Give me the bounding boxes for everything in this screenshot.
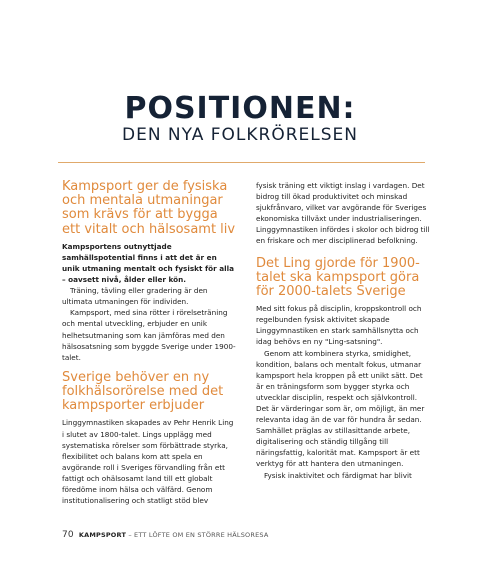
body-paragraph: Fysisk inaktivitet och färdigmat har blivit [264, 470, 412, 480]
page-title: POSITIONEN: [124, 91, 356, 126]
page-number: 70 [62, 530, 74, 540]
left-column [62, 180, 236, 506]
page-subtitle: DEN NYA FOLKRÖRELSEN [121, 125, 358, 145]
body-paragraph: Genom att kombinera styrka, smidighet, kondition, balans och mentalt fokus, utmanar kampsport hela kroppen på ett unikt sätt. Det är en träningsform som bygger styrka och utvecklar disciplin, respekt och självkontroll. Det är värderingar som är, om möjligt, än mer relevanta idag än de var för hundra år sedan. Samhället präglas av stillasittande arbete, digitalisering och ständig tillgång till näringsfattig, kalorität mat. Kampsport är ett verktyg för att hantera den utmaningen. [256, 348, 425, 469]
lead-paragraph: Kampsportens outnyttjade samhällspotential finns i att det är en unik utmaning mentalt och fysiskt för alla – oavsett nivå, ålder eller kön. [62, 241, 234, 285]
body-paragraph: Med sitt fokus på disciplin, kroppskontroll och regelbunden fysisk aktivitet skapade Linggymnastiken en stark samhällsnytta och idag behövs en ny "Ling-satsning". [256, 304, 422, 347]
right-column [256, 180, 430, 481]
footer-brand: KAMPSPORT [78, 531, 127, 539]
body-paragraph: Kampsport, med sina rötter i rörelseträning och mental utveckling, erbjuder en unik helhetsutmaning som kan jämföras med den hälsosatsning som byggde Sverige under 1900-talet. [62, 308, 236, 362]
title-divider [58, 162, 425, 163]
section-heading-ling: Det Ling gjorde för 1900-talet ska kampsport göra för 2000-talets Sverige [256, 255, 420, 299]
page-footer [62, 530, 269, 540]
section-heading-kampsport: Kampsport ger de fysiska och mentala utmaningar som krävs för att bygga ett vitalt och hälsosamt liv [62, 179, 236, 237]
footer-text: – ETT LÖFTE OM EN STÖRRE HÄLSORESA [126, 531, 269, 539]
body-paragraph: Träning, tävling eller gradering är den ultimata utmaningen för individen. [62, 286, 208, 307]
body-paragraph: fysisk träning ett viktigt inslag i vardagen. Det bidrog till ökad produktivitet och minskad sjukfrånvaro, vilket var avgörande för Sveriges ekonomiska tillväxt under industrialiseringen. Linggymnastiken infördes i skolor och bidrog till en friskare och mer disciplinerad befolkning. [256, 181, 430, 246]
section-heading-sverige: Sverige behöver en ny folkhälsorörelse med det kampsporter erbjuder [62, 369, 224, 414]
body-paragraph: Linggymnastiken skapades av Pehr Henrik Ling i slutet av 1800-talet. Lings upplägg med systematiska rörelser som förbättrade styrka, flexibilitet och balans kom att spela en avgörande roll i Sveriges förvandling från ett fattigt och ohälsosamt land till ett globalt föredöme inom hälsa och välfärd. Genom institutionalisering och statligt stöd blev [62, 418, 234, 506]
